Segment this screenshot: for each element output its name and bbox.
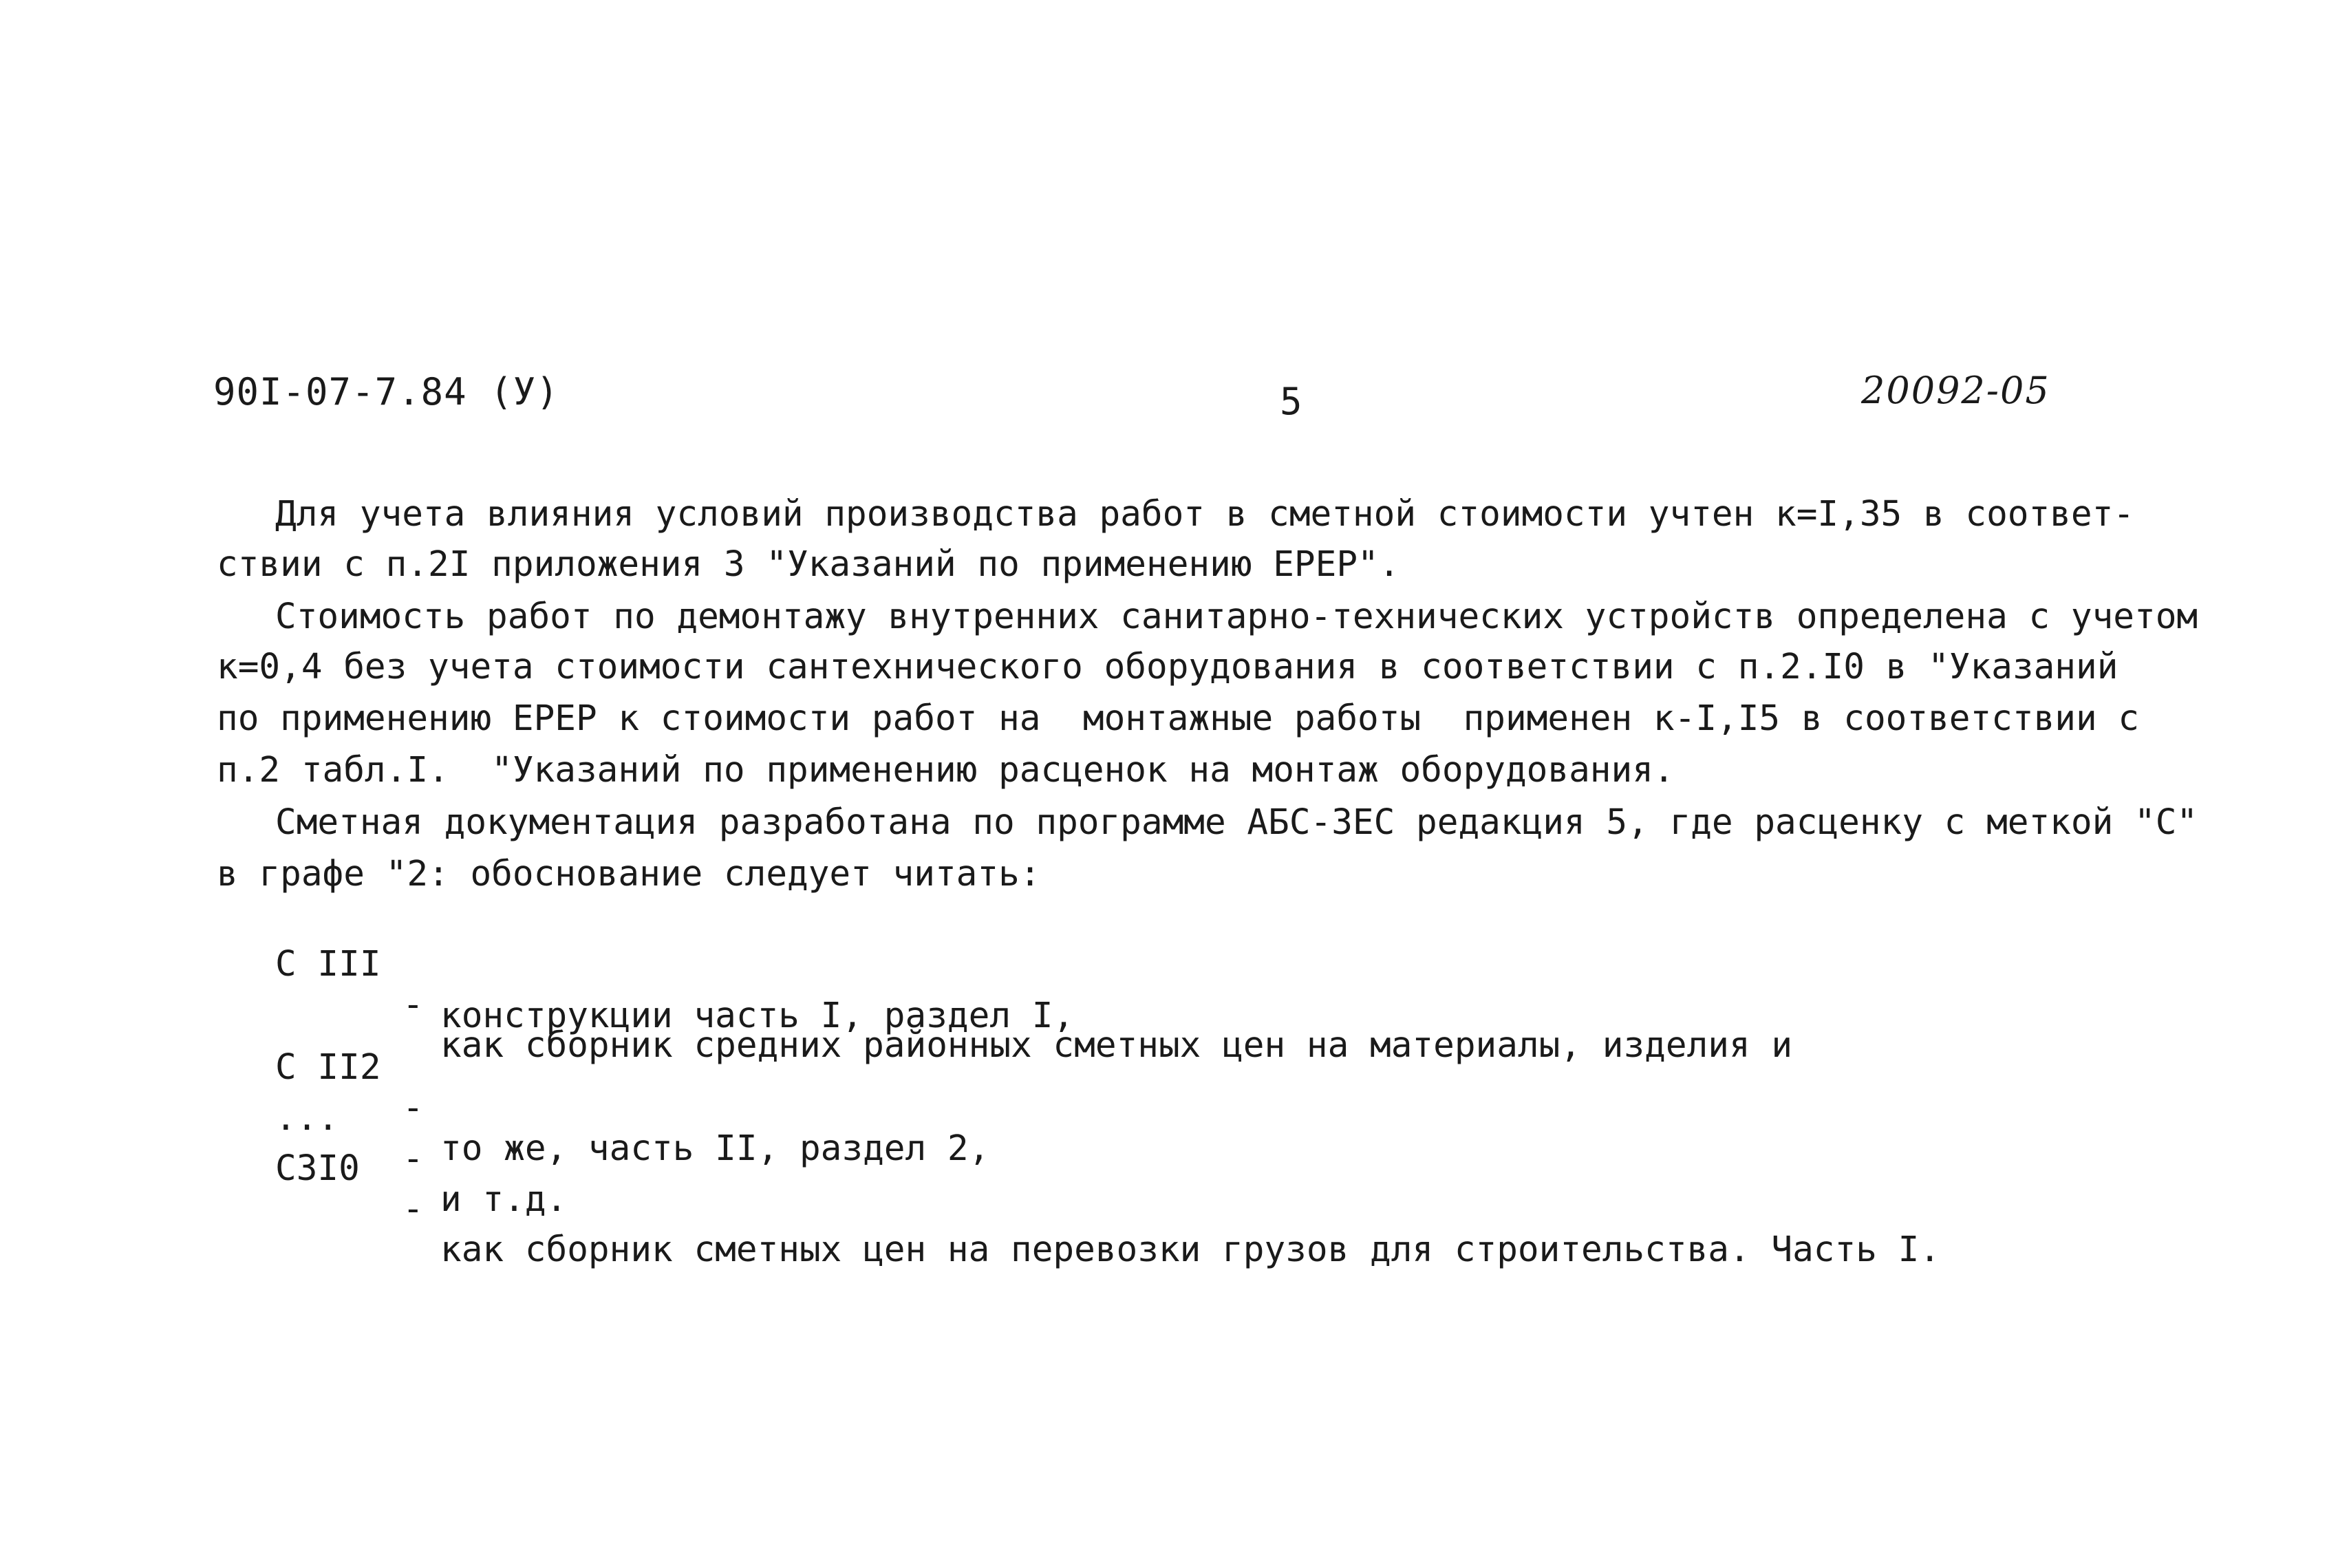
list-item-text: и т.д. xyxy=(440,1179,568,1220)
paragraph-1-line-2: ствии с п.2I приложения 3 "Указаний по применению ЕРЕР". xyxy=(217,544,1400,585)
list-item-code: С II2 xyxy=(275,1047,381,1088)
list-item-dash: - xyxy=(403,1189,424,1229)
list-item-code: С3I0 xyxy=(275,1148,360,1189)
list-item-text: то же, часть II, раздел 2, xyxy=(440,1128,990,1169)
document-code: 90I-07-7.84 (У) xyxy=(213,370,559,414)
list-item-text: как сборник сметных цен на перевозки грузов для строительства. Часть I. xyxy=(440,1229,1941,1270)
paragraph-2-line-2: к=0,4 без учета стоимости сантехнического оборудования в соответствии с п.2.I0 в "Указаний xyxy=(217,647,2119,687)
list-item-dash: - xyxy=(403,1139,424,1179)
list-item-text: конструкции часть I, раздел I, xyxy=(440,996,1075,1036)
paragraph-2-line-1: Стоимость работ по демонтажу внутренних санитарно-технических устройств определена с учетом xyxy=(275,597,2198,637)
list-item-dash: - xyxy=(403,985,424,1025)
paragraph-2-line-4: п.2 табл.I. "Указаний по применению расценок на монтаж оборудования. xyxy=(217,750,1675,791)
paragraph-1-line-1: Для учета влияния условий производства работ в сметной стоимости учтен к=I,35 в соответ- xyxy=(275,494,2135,535)
paragraph-3-line-1: Сметная документация разработана по программе АБС-3ЕС редакция 5, где расценку с меткой "С" xyxy=(275,802,2198,843)
list-item-code: ... xyxy=(275,1098,339,1139)
list-item-code: С III xyxy=(275,944,381,985)
list-item xyxy=(0,1108,2349,1311)
list-item-text: как сборник средних районных сметных цен на материалы, изделия и xyxy=(440,1025,1793,1066)
paragraph-3-line-2: в графе "2: обоснование следует читать: xyxy=(217,854,1041,894)
list-item-dash: - xyxy=(403,1088,424,1128)
handwritten-inventory-code: 20092-05 xyxy=(1861,369,2050,412)
paragraph-2-line-3: по применению ЕРЕР к стоимости работ на монтажные работы применен к-I,I5 в соответствии с xyxy=(217,698,2140,739)
page-number: 5 xyxy=(1280,380,1302,423)
